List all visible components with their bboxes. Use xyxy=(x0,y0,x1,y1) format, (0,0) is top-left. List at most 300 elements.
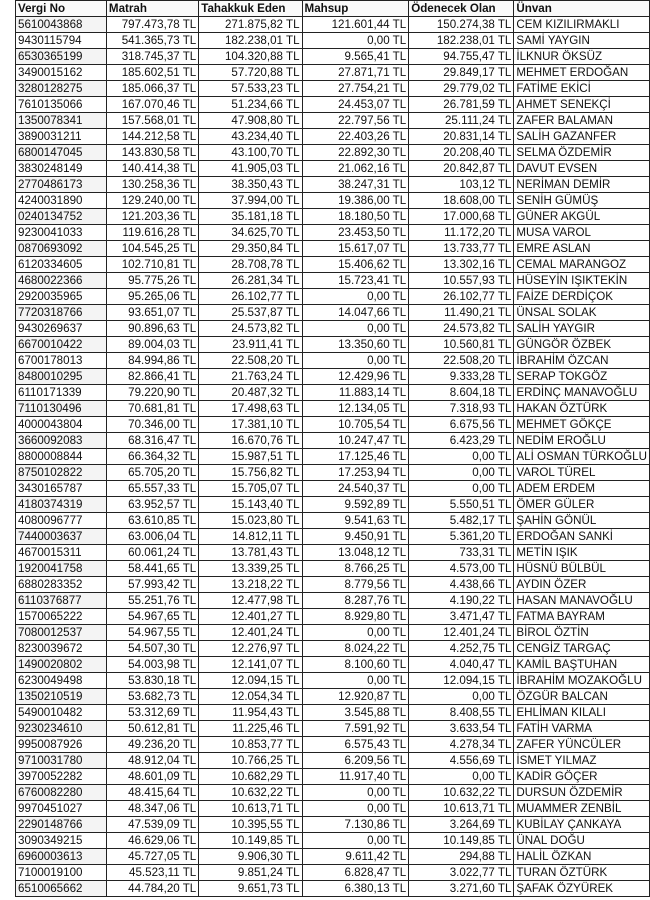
cell-unvan: ERDİNÇ MANAVOĞLU xyxy=(514,385,650,401)
cell-tahakkuk-eden: 20.487,32 TL xyxy=(199,385,302,401)
table-row xyxy=(16,673,650,689)
cell-matrah: 95.265,06 TL xyxy=(106,289,198,305)
cell-mahsup: 8.929,80 TL xyxy=(302,609,409,625)
cell-unvan: SALİH GAZANFER xyxy=(514,129,650,145)
cell-odenecek-olan: 4.438,66 TL xyxy=(409,577,514,593)
cell-mahsup: 8.287,76 TL xyxy=(302,593,409,609)
table-row xyxy=(16,129,650,145)
cell-mahsup: 0,00 TL xyxy=(302,673,409,689)
cell-odenecek-olan: 0,00 TL xyxy=(409,449,514,465)
cell-mahsup: 121.601,44 TL xyxy=(302,17,409,33)
cell-odenecek-olan: 5.361,20 TL xyxy=(409,529,514,545)
table-row xyxy=(16,33,650,49)
table-row xyxy=(16,401,650,417)
cell-unvan: KAMİL BAŞTUHAN xyxy=(514,657,650,673)
table-row xyxy=(16,545,650,561)
cell-tahakkuk-eden: 38.350,43 TL xyxy=(199,177,302,193)
cell-unvan: MUSA VAROL xyxy=(514,225,650,241)
cell-tahakkuk-eden: 57.720,88 TL xyxy=(199,65,302,81)
cell-odenecek-olan: 26.781,59 TL xyxy=(409,97,514,113)
cell-vergi-no: 7080012537 xyxy=(16,625,107,641)
cell-tahakkuk-eden: 182.238,01 TL xyxy=(199,33,302,49)
cell-tahakkuk-eden: 23.911,41 TL xyxy=(199,337,302,353)
cell-vergi-no: 8750102822 xyxy=(16,465,107,481)
table-row xyxy=(16,737,650,753)
cell-matrah: 63.610,85 TL xyxy=(106,513,198,529)
cell-matrah: 50.612,81 TL xyxy=(106,721,198,737)
cell-odenecek-olan: 29.849,17 TL xyxy=(409,65,514,81)
table-row xyxy=(16,177,650,193)
cell-odenecek-olan: 3.022,77 TL xyxy=(409,865,514,881)
cell-tahakkuk-eden: 15.756,82 TL xyxy=(199,465,302,481)
cell-odenecek-olan: 3.633,54 TL xyxy=(409,721,514,737)
cell-mahsup: 9.611,42 TL xyxy=(302,849,409,865)
cell-matrah: 48.415,64 TL xyxy=(106,785,198,801)
cell-unvan: NEDİM EROĞLU xyxy=(514,433,650,449)
cell-vergi-no: 8480010295 xyxy=(16,369,107,385)
cell-vergi-no: 3280128275 xyxy=(16,81,107,97)
cell-tahakkuk-eden: 10.766,25 TL xyxy=(199,753,302,769)
tax-document-sheet xyxy=(15,0,650,897)
cell-matrah: 65.557,33 TL xyxy=(106,481,198,497)
cell-matrah: 104.545,25 TL xyxy=(106,241,198,257)
cell-tahakkuk-eden: 10.613,71 TL xyxy=(199,801,302,817)
cell-mahsup: 7.591,92 TL xyxy=(302,721,409,737)
table-row xyxy=(16,849,650,865)
table-row xyxy=(16,65,650,81)
cell-vergi-no: 3830248149 xyxy=(16,161,107,177)
cell-odenecek-olan: 20.842,87 TL xyxy=(409,161,514,177)
cell-mahsup: 24.540,37 TL xyxy=(302,481,409,497)
cell-vergi-no: 6110376877 xyxy=(16,593,107,609)
cell-odenecek-olan: 0,00 TL xyxy=(409,769,514,785)
cell-odenecek-olan: 0,00 TL xyxy=(409,689,514,705)
cell-matrah: 63.006,04 TL xyxy=(106,529,198,545)
table-row xyxy=(16,657,650,673)
cell-tahakkuk-eden: 15.143,40 TL xyxy=(199,497,302,513)
cell-mahsup: 0,00 TL xyxy=(302,785,409,801)
cell-tahakkuk-eden: 17.381,10 TL xyxy=(199,417,302,433)
cell-odenecek-olan: 18.608,00 TL xyxy=(409,193,514,209)
cell-tahakkuk-eden: 12.401,24 TL xyxy=(199,625,302,641)
cell-odenecek-olan: 5.550,51 TL xyxy=(409,497,514,513)
header-matrah: Matrah xyxy=(106,1,198,17)
cell-matrah: 167.070,46 TL xyxy=(106,97,198,113)
cell-matrah: 65.705,20 TL xyxy=(106,465,198,481)
cell-odenecek-olan: 10.149,85 TL xyxy=(409,833,514,849)
cell-vergi-no: 4240031890 xyxy=(16,193,107,209)
table-row xyxy=(16,513,650,529)
cell-unvan: NERİMAN DEMİR xyxy=(514,177,650,193)
cell-mahsup: 0,00 TL xyxy=(302,321,409,337)
cell-odenecek-olan: 12.401,24 TL xyxy=(409,625,514,641)
cell-tahakkuk-eden: 24.573,82 TL xyxy=(199,321,302,337)
cell-mahsup: 0,00 TL xyxy=(302,289,409,305)
cell-odenecek-olan: 20.831,14 TL xyxy=(409,129,514,145)
cell-mahsup: 7.130,86 TL xyxy=(302,817,409,833)
cell-vergi-no: 6530365199 xyxy=(16,49,107,65)
cell-odenecek-olan: 11.172,20 TL xyxy=(409,225,514,241)
cell-tahakkuk-eden: 34.625,70 TL xyxy=(199,225,302,241)
cell-odenecek-olan: 733,31 TL xyxy=(409,545,514,561)
cell-tahakkuk-eden: 35.181,18 TL xyxy=(199,209,302,225)
cell-tahakkuk-eden: 9.851,24 TL xyxy=(199,865,302,881)
cell-matrah: 49.236,20 TL xyxy=(106,737,198,753)
cell-unvan: ÖMER GÜLER xyxy=(514,497,650,513)
cell-unvan: İLKNUR ÖKSÜZ xyxy=(514,49,650,65)
table-row xyxy=(16,689,650,705)
cell-odenecek-olan: 3.271,60 TL xyxy=(409,881,514,897)
cell-mahsup: 6.575,43 TL xyxy=(302,737,409,753)
cell-tahakkuk-eden: 10.853,77 TL xyxy=(199,737,302,753)
cell-unvan: KADİR GÖÇER xyxy=(514,769,650,785)
cell-vergi-no: 9710031780 xyxy=(16,753,107,769)
cell-odenecek-olan: 24.573,82 TL xyxy=(409,321,514,337)
cell-mahsup: 27.754,21 TL xyxy=(302,81,409,97)
cell-tahakkuk-eden: 14.812,11 TL xyxy=(199,529,302,545)
cell-tahakkuk-eden: 12.401,27 TL xyxy=(199,609,302,625)
cell-unvan: ÜNAL DOĞU xyxy=(514,833,650,849)
cell-unvan: SENİH GÜMÜŞ xyxy=(514,193,650,209)
cell-matrah: 84.994,86 TL xyxy=(106,353,198,369)
cell-tahakkuk-eden: 11.954,43 TL xyxy=(199,705,302,721)
cell-vergi-no: 6120334605 xyxy=(16,257,107,273)
cell-matrah: 54.003,98 TL xyxy=(106,657,198,673)
table-row xyxy=(16,241,650,257)
cell-odenecek-olan: 4.040,47 TL xyxy=(409,657,514,673)
cell-odenecek-olan: 294,88 TL xyxy=(409,849,514,865)
cell-vergi-no: 9430115794 xyxy=(16,33,107,49)
cell-odenecek-olan: 11.490,21 TL xyxy=(409,305,514,321)
cell-odenecek-olan: 103,12 TL xyxy=(409,177,514,193)
cell-tahakkuk-eden: 9.906,30 TL xyxy=(199,849,302,865)
cell-mahsup: 8.024,22 TL xyxy=(302,641,409,657)
table-row xyxy=(16,721,650,737)
cell-unvan: SALİH YAYGIR xyxy=(514,321,650,337)
cell-matrah: 90.896,63 TL xyxy=(106,321,198,337)
table-row xyxy=(16,449,650,465)
cell-tahakkuk-eden: 13.781,43 TL xyxy=(199,545,302,561)
cell-mahsup: 22.797,56 TL xyxy=(302,113,409,129)
cell-vergi-no: 6880283352 xyxy=(16,577,107,593)
cell-odenecek-olan: 3.264,69 TL xyxy=(409,817,514,833)
cell-vergi-no: 1350210519 xyxy=(16,689,107,705)
cell-matrah: 54.967,55 TL xyxy=(106,625,198,641)
cell-mahsup: 9.592,89 TL xyxy=(302,497,409,513)
cell-odenecek-olan: 6.675,56 TL xyxy=(409,417,514,433)
cell-unvan: ZAFER BALAMAN xyxy=(514,113,650,129)
cell-unvan: AYDIN ÖZER xyxy=(514,577,650,593)
header-odenecek-olan: Ödenecek Olan xyxy=(409,1,514,17)
cell-tahakkuk-eden: 9.651,73 TL xyxy=(199,881,302,897)
table-row xyxy=(16,881,650,897)
cell-unvan: HALİL ÖZKAN xyxy=(514,849,650,865)
cell-matrah: 318.745,37 TL xyxy=(106,49,198,65)
table-row xyxy=(16,209,650,225)
cell-tahakkuk-eden: 271.875,82 TL xyxy=(199,17,302,33)
cell-unvan: ÜNSAL SOLAK xyxy=(514,305,650,321)
cell-mahsup: 17.253,94 TL xyxy=(302,465,409,481)
cell-matrah: 93.651,07 TL xyxy=(106,305,198,321)
table-row xyxy=(16,97,650,113)
cell-matrah: 44.784,20 TL xyxy=(106,881,198,897)
table-row xyxy=(16,753,650,769)
cell-vergi-no: 6800147045 xyxy=(16,145,107,161)
table-row xyxy=(16,817,650,833)
cell-unvan: İBRAHİM ÖZCAN xyxy=(514,353,650,369)
table-header xyxy=(16,1,650,17)
cell-unvan: ÖZGÜR BALCAN xyxy=(514,689,650,705)
cell-tahakkuk-eden: 37.994,00 TL xyxy=(199,193,302,209)
table-row xyxy=(16,49,650,65)
cell-tahakkuk-eden: 104.320,88 TL xyxy=(199,49,302,65)
cell-odenecek-olan: 22.508,20 TL xyxy=(409,353,514,369)
table-row xyxy=(16,801,650,817)
cell-matrah: 130.258,36 TL xyxy=(106,177,198,193)
cell-unvan: SERAP TOKGÖZ xyxy=(514,369,650,385)
cell-mahsup: 21.062,16 TL xyxy=(302,161,409,177)
cell-matrah: 60.061,24 TL xyxy=(106,545,198,561)
cell-mahsup: 6.828,47 TL xyxy=(302,865,409,881)
cell-vergi-no: 2920035965 xyxy=(16,289,107,305)
cell-tahakkuk-eden: 43.100,70 TL xyxy=(199,145,302,161)
cell-unvan: ZAFER YÜNCÜLER xyxy=(514,737,650,753)
cell-odenecek-olan: 8.408,55 TL xyxy=(409,705,514,721)
cell-odenecek-olan: 7.318,93 TL xyxy=(409,401,514,417)
cell-tahakkuk-eden: 10.632,22 TL xyxy=(199,785,302,801)
cell-vergi-no: 6760082280 xyxy=(16,785,107,801)
cell-tahakkuk-eden: 28.708,78 TL xyxy=(199,257,302,273)
cell-tahakkuk-eden: 13.218,22 TL xyxy=(199,577,302,593)
table-row xyxy=(16,785,650,801)
cell-unvan: KUBİLAY ÇANKAYA xyxy=(514,817,650,833)
cell-unvan: İBRAHİM MOZAKOĞLU xyxy=(514,673,650,689)
cell-tahakkuk-eden: 12.054,34 TL xyxy=(199,689,302,705)
cell-tahakkuk-eden: 51.234,66 TL xyxy=(199,97,302,113)
cell-tahakkuk-eden: 41.905,03 TL xyxy=(199,161,302,177)
cell-mahsup: 6.209,56 TL xyxy=(302,753,409,769)
cell-tahakkuk-eden: 10.149,85 TL xyxy=(199,833,302,849)
cell-matrah: 66.364,32 TL xyxy=(106,449,198,465)
table-body xyxy=(16,17,650,897)
cell-mahsup: 19.386,00 TL xyxy=(302,193,409,209)
cell-vergi-no: 1350078341 xyxy=(16,113,107,129)
cell-mahsup: 8.766,25 TL xyxy=(302,561,409,577)
cell-mahsup: 15.723,41 TL xyxy=(302,273,409,289)
cell-unvan: FATİME EKİCİ xyxy=(514,81,650,97)
cell-mahsup: 6.380,13 TL xyxy=(302,881,409,897)
cell-vergi-no: 6960003613 xyxy=(16,849,107,865)
cell-odenecek-olan: 10.560,81 TL xyxy=(409,337,514,353)
cell-vergi-no: 9430269637 xyxy=(16,321,107,337)
table-row xyxy=(16,769,650,785)
table-row xyxy=(16,625,650,641)
cell-mahsup: 38.247,31 TL xyxy=(302,177,409,193)
cell-odenecek-olan: 25.111,24 TL xyxy=(409,113,514,129)
cell-matrah: 63.952,57 TL xyxy=(106,497,198,513)
cell-vergi-no: 3490015162 xyxy=(16,65,107,81)
cell-vergi-no: 7100019100 xyxy=(16,865,107,881)
table-row xyxy=(16,465,650,481)
cell-tahakkuk-eden: 26.102,77 TL xyxy=(199,289,302,305)
cell-odenecek-olan: 4.556,69 TL xyxy=(409,753,514,769)
table-row xyxy=(16,257,650,273)
cell-tahakkuk-eden: 47.908,80 TL xyxy=(199,113,302,129)
cell-matrah: 89.004,03 TL xyxy=(106,337,198,353)
cell-odenecek-olan: 4.278,34 TL xyxy=(409,737,514,753)
cell-odenecek-olan: 26.102,77 TL xyxy=(409,289,514,305)
table-row xyxy=(16,193,650,209)
cell-odenecek-olan: 13.733,77 TL xyxy=(409,241,514,257)
cell-tahakkuk-eden: 21.763,24 TL xyxy=(199,369,302,385)
cell-unvan: ŞAHİN GÖNÜL xyxy=(514,513,650,529)
table-row xyxy=(16,145,650,161)
cell-unvan: EHLİMAN KILALI xyxy=(514,705,650,721)
cell-mahsup: 22.892,30 TL xyxy=(302,145,409,161)
table-row xyxy=(16,481,650,497)
cell-vergi-no: 7440003637 xyxy=(16,529,107,545)
cell-odenecek-olan: 20.208,40 TL xyxy=(409,145,514,161)
cell-odenecek-olan: 17.000,68 TL xyxy=(409,209,514,225)
cell-tahakkuk-eden: 15.023,80 TL xyxy=(199,513,302,529)
cell-vergi-no: 7720318766 xyxy=(16,305,107,321)
cell-odenecek-olan: 94.755,47 TL xyxy=(409,49,514,65)
cell-mahsup: 9.565,41 TL xyxy=(302,49,409,65)
cell-vergi-no: 1570065222 xyxy=(16,609,107,625)
cell-vergi-no: 9950087926 xyxy=(16,737,107,753)
cell-matrah: 102.710,81 TL xyxy=(106,257,198,273)
cell-vergi-no: 0240134752 xyxy=(16,209,107,225)
cell-unvan: TURAN ÖZTÜRK xyxy=(514,865,650,881)
cell-matrah: 48.347,06 TL xyxy=(106,801,198,817)
cell-tahakkuk-eden: 10.682,29 TL xyxy=(199,769,302,785)
cell-tahakkuk-eden: 10.395,55 TL xyxy=(199,817,302,833)
cell-odenecek-olan: 10.632,22 TL xyxy=(409,785,514,801)
table-row xyxy=(16,609,650,625)
cell-matrah: 185.066,37 TL xyxy=(106,81,198,97)
cell-unvan: FATİH VARMA xyxy=(514,721,650,737)
cell-unvan: CEM KIZILIRMAKLI xyxy=(514,17,650,33)
cell-matrah: 53.312,69 TL xyxy=(106,705,198,721)
cell-unvan: SELMA ÖZDEMİR xyxy=(514,145,650,161)
cell-mahsup: 27.871,71 TL xyxy=(302,65,409,81)
cell-matrah: 57.993,42 TL xyxy=(106,577,198,593)
cell-unvan: EMRE ASLAN xyxy=(514,241,650,257)
cell-vergi-no: 2770486173 xyxy=(16,177,107,193)
cell-matrah: 48.912,04 TL xyxy=(106,753,198,769)
cell-unvan: HAKAN ÖZTÜRK xyxy=(514,401,650,417)
cell-tahakkuk-eden: 25.537,87 TL xyxy=(199,305,302,321)
cell-matrah: 95.775,26 TL xyxy=(106,273,198,289)
cell-tahakkuk-eden: 29.350,84 TL xyxy=(199,241,302,257)
cell-mahsup: 3.545,88 TL xyxy=(302,705,409,721)
cell-vergi-no: 6230049498 xyxy=(16,673,107,689)
cell-mahsup: 0,00 TL xyxy=(302,33,409,49)
table-row xyxy=(16,561,650,577)
cell-odenecek-olan: 9.333,28 TL xyxy=(409,369,514,385)
cell-odenecek-olan: 4.252,75 TL xyxy=(409,641,514,657)
cell-matrah: 143.830,58 TL xyxy=(106,145,198,161)
cell-odenecek-olan: 8.604,18 TL xyxy=(409,385,514,401)
cell-mahsup: 10.705,54 TL xyxy=(302,417,409,433)
table-row xyxy=(16,161,650,177)
cell-vergi-no: 8230039672 xyxy=(16,641,107,657)
table-row xyxy=(16,705,650,721)
cell-mahsup: 8.779,56 TL xyxy=(302,577,409,593)
table-row xyxy=(16,353,650,369)
cell-mahsup: 9.541,63 TL xyxy=(302,513,409,529)
cell-unvan: DURSUN ÖZDEMİR xyxy=(514,785,650,801)
cell-vergi-no: 6110171339 xyxy=(16,385,107,401)
cell-odenecek-olan: 182.238,01 TL xyxy=(409,33,514,49)
cell-unvan: ADEM ERDEM xyxy=(514,481,650,497)
cell-mahsup: 9.450,91 TL xyxy=(302,529,409,545)
table-row xyxy=(16,369,650,385)
header-row xyxy=(16,1,650,17)
cell-tahakkuk-eden: 57.533,23 TL xyxy=(199,81,302,97)
cell-unvan: ALİ OSMAN TÜRKOĞLU xyxy=(514,449,650,465)
cell-vergi-no: 7610135066 xyxy=(16,97,107,113)
table-row xyxy=(16,593,650,609)
cell-matrah: 48.601,09 TL xyxy=(106,769,198,785)
table-row xyxy=(16,433,650,449)
cell-vergi-no: 3890031211 xyxy=(16,129,107,145)
cell-unvan: SAMİ YAYGIN xyxy=(514,33,650,49)
cell-unvan: ŞAFAK ÖZYÜREK xyxy=(514,881,650,897)
cell-unvan: GÜNGÖR ÖZBEK xyxy=(514,337,650,353)
cell-mahsup: 0,00 TL xyxy=(302,353,409,369)
cell-odenecek-olan: 13.302,16 TL xyxy=(409,257,514,273)
cell-tahakkuk-eden: 11.225,46 TL xyxy=(199,721,302,737)
cell-matrah: 129.240,00 TL xyxy=(106,193,198,209)
cell-matrah: 79.220,90 TL xyxy=(106,385,198,401)
cell-mahsup: 15.617,07 TL xyxy=(302,241,409,257)
cell-tahakkuk-eden: 15.705,07 TL xyxy=(199,481,302,497)
cell-matrah: 53.830,18 TL xyxy=(106,673,198,689)
cell-vergi-no: 3430165787 xyxy=(16,481,107,497)
header-tahakkuk-eden: Tahakkuk Eden xyxy=(199,1,302,17)
cell-mahsup: 0,00 TL xyxy=(302,801,409,817)
cell-vergi-no: 9230041033 xyxy=(16,225,107,241)
cell-vergi-no: 4670015311 xyxy=(16,545,107,561)
cell-unvan: İSMET YILMAZ xyxy=(514,753,650,769)
cell-tahakkuk-eden: 12.477,98 TL xyxy=(199,593,302,609)
cell-matrah: 70.346,00 TL xyxy=(106,417,198,433)
cell-unvan: HÜSEYİN IŞIKTEKİN xyxy=(514,273,650,289)
table-row xyxy=(16,81,650,97)
cell-mahsup: 12.920,87 TL xyxy=(302,689,409,705)
cell-tahakkuk-eden: 13.339,25 TL xyxy=(199,561,302,577)
table-row xyxy=(16,833,650,849)
cell-mahsup: 13.350,60 TL xyxy=(302,337,409,353)
cell-vergi-no: 5610043868 xyxy=(16,17,107,33)
cell-mahsup: 0,00 TL xyxy=(302,625,409,641)
cell-unvan: VAROL TÜREL xyxy=(514,465,650,481)
cell-unvan: MUAMMER ZENBİL xyxy=(514,801,650,817)
table-row xyxy=(16,417,650,433)
table-row xyxy=(16,321,650,337)
table-row xyxy=(16,641,650,657)
cell-matrah: 140.414,38 TL xyxy=(106,161,198,177)
cell-unvan: ERDOĞAN SANKİ xyxy=(514,529,650,545)
cell-vergi-no: 4180374319 xyxy=(16,497,107,513)
cell-unvan: FATMA BAYRAM xyxy=(514,609,650,625)
table-row xyxy=(16,529,650,545)
cell-vergi-no: 9230234610 xyxy=(16,721,107,737)
cell-vergi-no: 3970052282 xyxy=(16,769,107,785)
cell-mahsup: 12.134,05 TL xyxy=(302,401,409,417)
cell-matrah: 55.251,76 TL xyxy=(106,593,198,609)
